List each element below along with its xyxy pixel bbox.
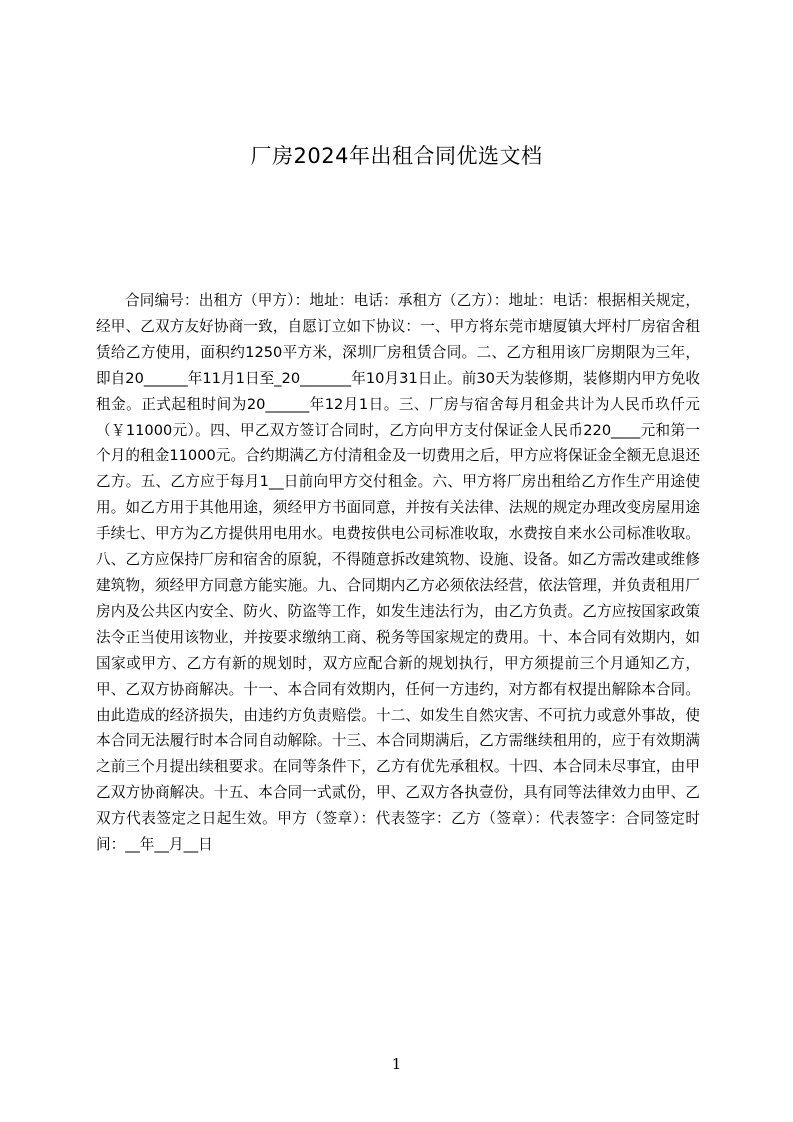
contract-body-text: 合同编号：出租方（甲方）：地址：电话：承租方（乙方）：地址：电话：根据相关规定，经甲、乙双方友好协商一致，自愿订立如下协议：一、甲方将东莞市塘厦镇大坪村厂房宿舍租赁给乙方使用，面积约1250平方米，深圳厂房租赁合同。二、乙方租用该厂房期限为三年，即自20______年11月1日至_20_______年10月31日止。前30天为装修期，装修期内甲方免收租金。正式起租时间为20______年12月1日。三、厂房与宿舍每月租金共计为人民币玖仟元（￥11000元）。四、甲乙双方签订合同时，乙方向甲方支付保证金人民币220____元和第一个月的租金11000元。合约期满乙方付清租金及一切费用之后，甲方应将保证金全额无息退还乙方。五、乙方应于每月1__日前向甲方交付租金。六、甲方将厂房出租给乙方作生产用途使用。如乙方用于其他用途，须经甲方书面同意，并按有关法律、法规的规定办理改变房屋用途手续七、甲方为乙方提供用电用水。电费按供电公司标准收取，水费按自来水公司标准收取。八、乙方应保持厂房和宿舍的原貌，不得随意拆改建筑物、设施、设备。如乙方需改建或维修建筑物，须经甲方同意方能实施。九、合同期内乙方必须依法经营，依法管理，并负责租用厂房内及公共区内安全、防火、防盗等工作，如发生违法行为，由乙方负责。乙方应按国家政策法令正当使用该物业，并按要求缴纳工商、税务等国家规定的费用。十、本合同有效期内，如国家或甲方、乙方有新的规划时，双方应配合新的规划执行，甲方须提前三个月通知乙方，甲、乙双方协商解决。十一、本合同有效期内，任何一方违约，对方都有权提出解除本合同。由此造成的经济损失，由违约方负责赔偿。十二、如发生自然灾害、不可抗力或意外事故，使本合同无法履行时本合同自动解除。十三、本合同期满后，乙方需继续租用的，应于有效期满之前三个月提出续租要求。在同等条件下，乙方有优先承租权。十四、本合同未尽事宜，由甲乙双方协商解决。十五、本合同一式贰份，甲、乙双方各执壹份，具有同等法律效力由甲、乙双方代表签定之日起生效。甲方（签章）：代表签字：乙方（签章）：代表签字：合同签定时间：__年__月__日 — [96, 292, 700, 854]
page-number: 1 — [391, 1055, 402, 1073]
document-title: 厂房2024年出租合同优选文档 — [250, 144, 543, 168]
